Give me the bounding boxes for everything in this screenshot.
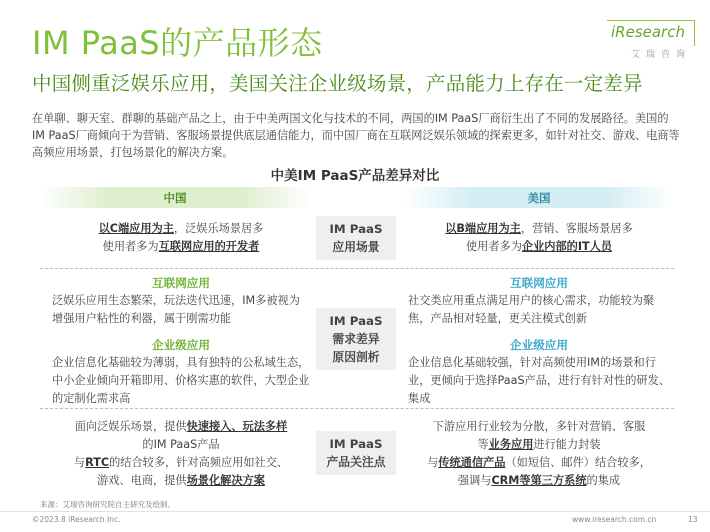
cell-line [52,220,310,238]
emphasis-text: 以B端应用为主 [445,222,521,235]
footer-divider [0,511,710,512]
emphasis-text: 快速接入、玩法多样 [186,420,288,433]
cell-text: 等 [477,438,489,451]
row-label-line: IM PaaS [329,314,383,328]
copyright: ©2023.8 iResearch Inc. [32,515,121,524]
cell-line [52,238,310,256]
cell-line [408,238,670,256]
cell-us-demand [408,274,670,408]
emphasis-text: 场景化解决方案 [186,474,265,487]
cell-cn-focus [52,418,310,490]
logo-subtitle: 艾瑞咨询 [631,50,692,60]
cell-line [408,454,670,472]
cell-text: 与 [427,456,439,469]
cell-line [52,472,310,490]
cell-text: 进行能力封装 [533,438,601,451]
cell-line [408,472,670,490]
page-subtitle: 中国侧重泛娱乐应用，美国关注企业级场景，产品能力上存在一定差异 [32,72,643,95]
table-title: 中美IM PaaS产品差异对比 [270,168,440,184]
row-label-line: 原因剖析 [332,350,380,364]
cell-text: 的集成 [586,474,621,487]
cell-text: 面向泛娱乐场景，提供 [74,420,187,433]
emphasis-text: 业务应用 [488,438,534,451]
column-header-usa: 美国 [404,187,674,208]
site-url: www.iresearch.com.cn [572,515,657,524]
cell-line [52,436,310,454]
intro-paragraph: 在单聊、聊天室、群聊的基础产品之上，由于中美两国文化与技术的不同，两国的IM PaaS厂商衍生出了不同的发展路径。美国的IM PaaS厂商倾向于为营销、客服场景提供底层通信能力，而中国厂商在互联网泛娱乐领域的探索更多，如针对社交、游戏、电商等高频应用场景，打包场景化的解决方案。 [32,112,680,159]
cell-line [408,436,670,454]
row-label-line: 需求差异 [332,332,380,346]
page-title: IM PaaS的产品形态 [32,24,323,62]
source-note: 来源：艾瑞咨询研究院自主研究及绘制。 [40,500,175,509]
emphasis-text: CRM等第三方系统 [491,474,587,487]
row-label-focus [316,431,396,475]
iresearch-logo [607,20,695,66]
emphasis-text: 以C端应用为主 [98,222,174,235]
cn-internet-text: 泛娱乐应用生态繁荣，玩法迭代迅速，IM多被视为增强用户粘性的利器，属于刚需功能 [52,294,300,325]
cell-us-scenario [408,220,670,256]
cell-text: 与 [73,456,86,469]
logo-wordmark: iResearch [611,23,685,41]
cn-enterprise-heading: 企业级应用 [152,338,210,352]
cell-text: （如短信、邮件）结合较多， [505,456,651,469]
cell-line [408,418,670,436]
cn-enterprise-text: 企业信息化基础较为薄弱，具有独特的公私域生态，中小企业倾向开箱即用、价格实惠的软件，大型企业的定制化需求高 [52,356,310,405]
page-number: 13 [688,515,698,524]
cell-us-focus [408,418,670,490]
cell-cn-scenario [52,220,310,256]
cell-line [52,454,310,472]
cell-text: 下游应用行业较为分散，多针对营销、客服 [432,420,646,433]
cell-text: ，营销、客服场景居多 [520,222,633,235]
row-divider [40,408,674,409]
emphasis-text: 互联网应用的开发者 [158,240,260,253]
row-label-line: IM PaaS [329,437,383,451]
us-enterprise-text: 企业信息化基础较强，针对高频使用IM的场景和行业，更倾向于选择PaaS产品，进行有针对性的研发、集成 [408,356,670,405]
cell-text: 游戏、电商，提供 [97,474,187,487]
row-label-line: IM PaaS [329,222,383,236]
column-header-china: 中国 [40,187,310,208]
cell-text: 使用者多为 [465,240,522,253]
us-internet-text: 社交类应用重点满足用户的核心需求，功能较为聚焦，产品相对轻量，更关注模式创新 [408,294,655,325]
us-enterprise-heading: 企业级应用 [510,338,568,352]
cell-text: 使用者多为 [102,240,159,253]
row-label-line: 产品关注点 [326,455,386,469]
cell-text: 的IM PaaS产品 [142,438,220,451]
cell-text: 的结合较多，针对高频应用如社交、 [109,456,289,469]
row-label-demand [316,308,396,370]
us-internet-heading: 互联网应用 [510,276,568,290]
cn-internet-heading: 互联网应用 [152,276,210,290]
cell-line [52,418,310,436]
row-label-line: 应用场景 [332,240,380,254]
emphasis-text: 企业内部的IT人员 [521,240,613,253]
emphasis-text: RTC [85,456,110,469]
row-divider [40,268,674,269]
row-label-scenario [316,216,396,260]
cell-line [408,220,670,238]
cell-cn-demand [52,274,310,408]
cell-text: 强调与 [457,474,492,487]
cell-text: ，泛娱乐场景居多 [173,222,264,235]
emphasis-text: 传统通信产品 [438,456,506,469]
